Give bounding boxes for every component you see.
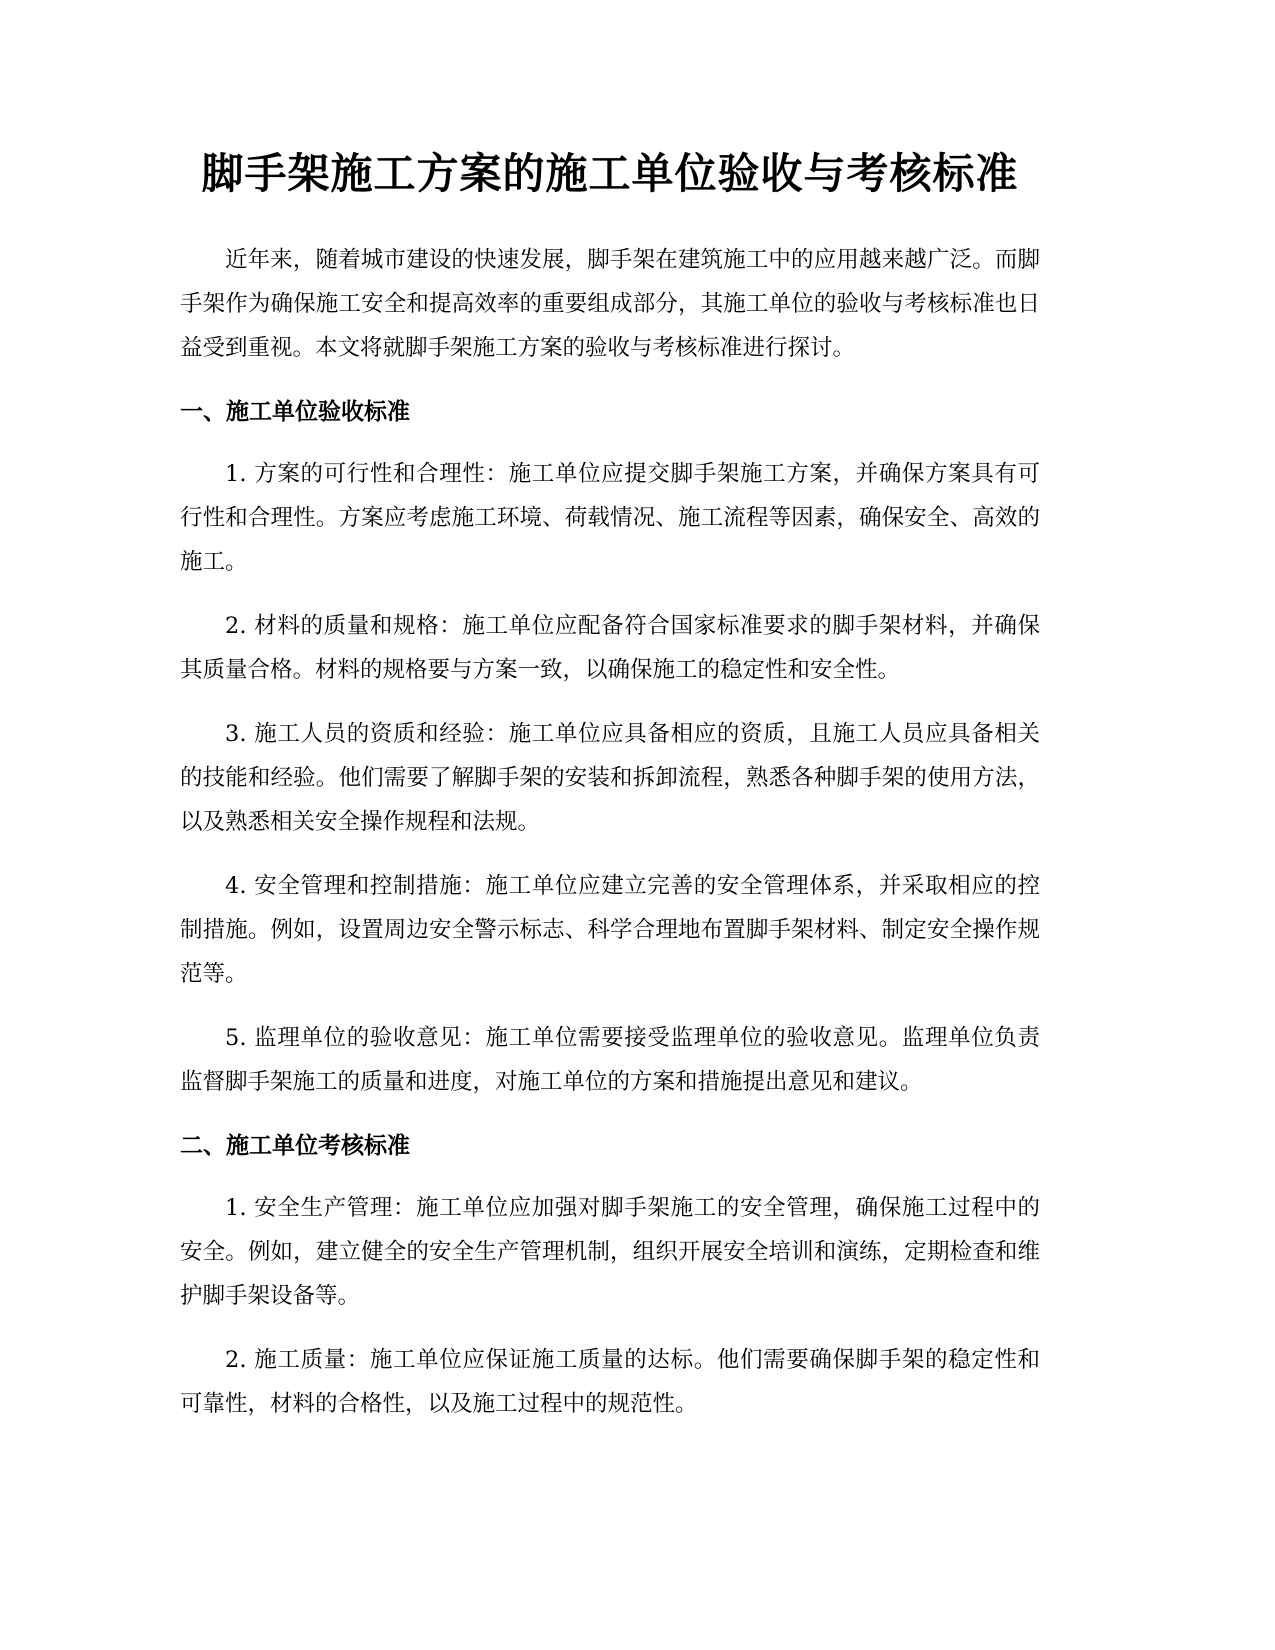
list-item: 3. 施工人员的资质和经验：施工单位应具备相应的资质，且施工人员应具备相关的技能和经验。他们需要了解脚手架的安装和拆卸流程，熟悉各种脚手架的使用方法，以及熟悉相关安全操作规程和法规。: [180, 721, 1040, 835]
document-body: [180, 238, 1040, 1446]
list-item: 2. 材料的质量和规格：施工单位应配备符合国家标准要求的脚手架材料，并确保其质量合格。材料的规格要与方案一致，以确保施工的稳定性和安全性。: [180, 613, 1040, 683]
section-acceptance-standards: [180, 390, 1040, 1104]
list-item: 1. 方案的可行性和合理性：施工单位应提交脚手架施工方案，并确保方案具有可行性和合理性。方案应考虑施工环境、荷载情况、施工流程等因素，确保安全、高效的施工。: [180, 461, 1040, 575]
section-heading: 二、施工单位考核标准: [180, 1133, 410, 1159]
section-heading: 一、施工单位验收标准: [180, 399, 410, 425]
intro-paragraph: 近年来，随着城市建设的快速发展，脚手架在建筑施工中的应用越来越广泛。而脚手架作为确保施工安全和提高效率的重要组成部分，其施工单位的验收与考核标准也日益受到重视。本文将就脚手架施工方案的验收与考核标准进行探讨。: [180, 247, 1040, 361]
list-item: 1. 安全生产管理：施工单位应加强对脚手架施工的安全管理，确保施工过程中的安全。例如，建立健全的安全生产管理机制，组织开展安全培训和演练，定期检查和维护脚手架设备等。: [180, 1195, 1040, 1309]
list-item: 5. 监理单位的验收意见：施工单位需要接受监理单位的验收意见。监理单位负责监督脚手架施工的质量和进度，对施工单位的方案和措施提出意见和建议。: [180, 1025, 1040, 1095]
section-assessment-standards: [180, 1124, 1040, 1426]
list-item: 2. 施工质量：施工单位应保证施工质量的达标。他们需要确保脚手架的稳定性和可靠性，材料的合格性，以及施工过程中的规范性。: [180, 1347, 1040, 1417]
list-item: 4. 安全管理和控制措施：施工单位应建立完善的安全管理体系，并采取相应的控制措施。例如，设置周边安全警示标志、科学合理地布置脚手架材料、制定安全操作规范等。: [180, 873, 1040, 987]
document-title: 脚手架施工方案的施工单位验收与考核标准: [201, 149, 1019, 198]
